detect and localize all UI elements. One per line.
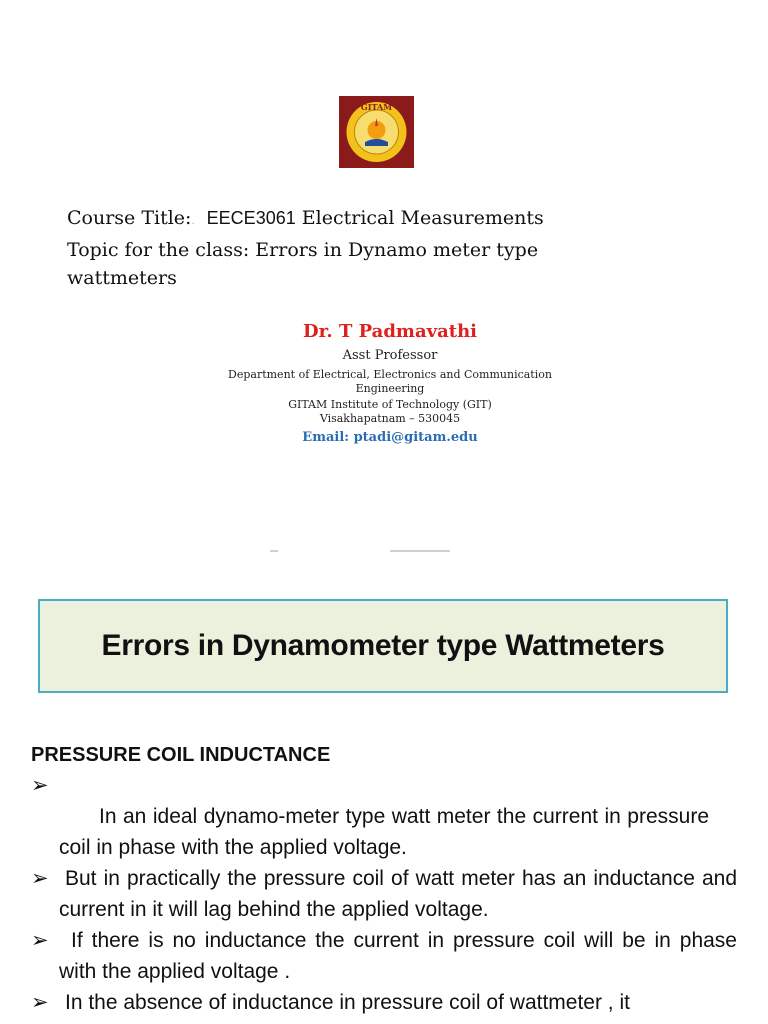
course-name: Electrical Measurements	[301, 207, 544, 229]
author-role: Asst Professor	[342, 348, 438, 363]
faint-mark	[390, 550, 450, 552]
author-block	[180, 318, 600, 445]
author-name: Dr. T Padmavathi	[302, 321, 477, 342]
bullet-arrow-icon: ➢	[31, 929, 49, 952]
bullet-text: But in practically the pressure coil of watt meter has an inductance and current in it will lag behind the applied voltage.	[59, 867, 737, 921]
gitam-logo	[339, 96, 414, 168]
slide-content	[31, 740, 737, 1018]
bullet-arrow-icon: ➢	[31, 774, 49, 797]
separator-dot: ​.	[191, 216, 195, 227]
list-item	[31, 987, 737, 1018]
faint-mark	[270, 550, 278, 552]
course-info	[67, 204, 707, 292]
department-line-1: Department of Electrical, Electronics and Communication	[228, 368, 552, 381]
topic-line-2: wattmeters	[67, 267, 177, 289]
bullet-text: If there is no inductance the current in pressure coil will be in phase with the applied voltage .	[59, 929, 737, 983]
bullet-text: In an ideal dynamo-meter type watt meter the current in pressure coil in phase with the applied voltage.	[59, 805, 709, 859]
course-title-line	[67, 204, 707, 236]
city: Visakhapatnam – 530045	[319, 412, 461, 425]
bullet-arrow-icon: ➢	[31, 867, 49, 890]
course-title-label: Course Title:	[67, 207, 192, 229]
course-code: EECE3061	[206, 208, 296, 228]
bullet-text: In the absence of inductance in pressure coil of wattmeter , it	[65, 991, 630, 1014]
bullet-arrow-icon: ➢	[31, 991, 49, 1014]
section-heading: PRESSURE COIL INDUCTANCE	[31, 744, 331, 766]
department-line-2: Engineering	[355, 382, 425, 395]
institute: GITAM Institute of Technology (GIT)	[288, 398, 492, 411]
author-email[interactable]: Email: ptadi@gitam.edu	[302, 430, 478, 445]
slide-title-banner	[38, 599, 728, 693]
list-item	[31, 863, 737, 925]
topic-line-1: Topic for the class: Errors in Dynamo meter type	[67, 239, 539, 261]
list-item	[31, 925, 737, 987]
slide-title: Errors in Dynamometer type Wattmeters	[101, 629, 665, 662]
list-item	[31, 770, 737, 863]
svg-text:GITAM: GITAM	[360, 102, 393, 112]
